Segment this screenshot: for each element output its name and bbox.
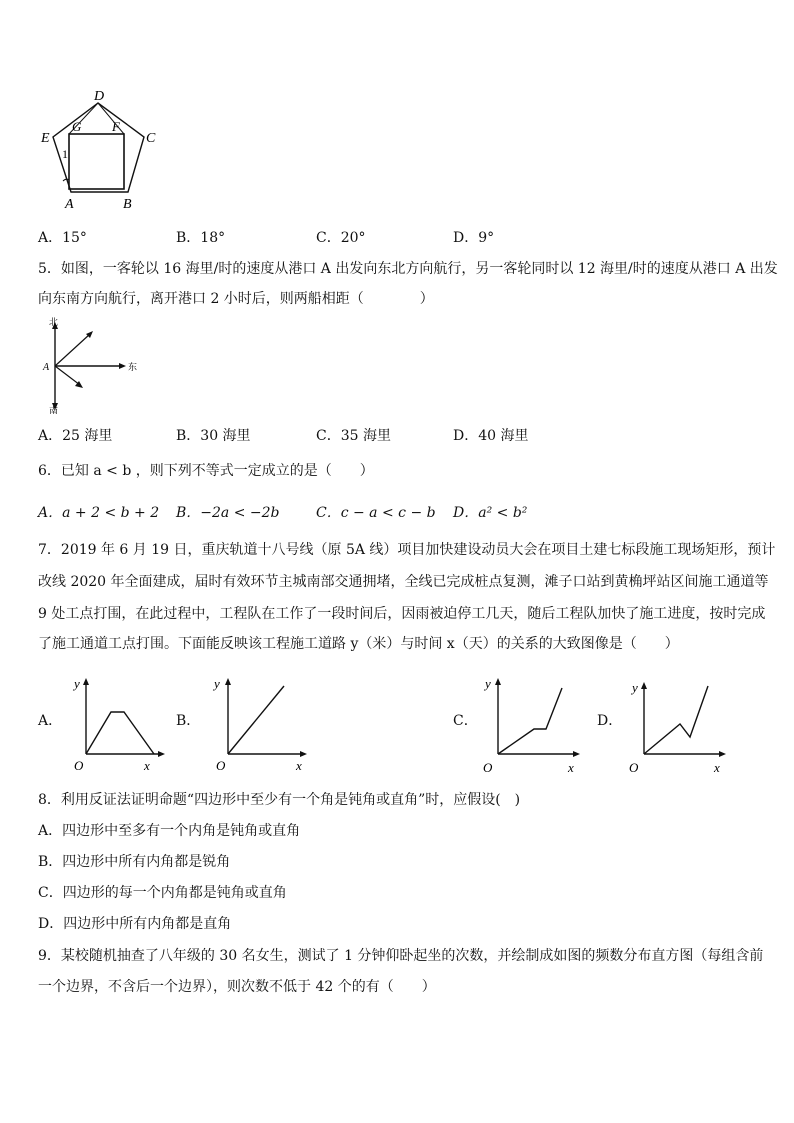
q7-stem-line2: 改线 2020 年全面建成，届时有效环节主城南部交通拥堵，全线已完成桩点复测，滩子口站到黄桷坪站区间施工通道等 bbox=[38, 574, 769, 590]
y-label: y bbox=[74, 676, 80, 691]
q4-option-b[interactable]: B．18° bbox=[176, 230, 226, 246]
q7-graph-c[interactable] bbox=[478, 674, 583, 774]
northeast-ray bbox=[55, 334, 90, 366]
q7-graph-d[interactable] bbox=[624, 674, 729, 774]
compass-north-label: 北 bbox=[49, 317, 59, 327]
q8-option-a[interactable]: A．四边形中至多有一个内角是钝角或直角 bbox=[38, 823, 301, 839]
y-arrow-icon bbox=[495, 678, 501, 685]
q8-option-c[interactable]: C．四边形的每一个内角都是钝角或直角 bbox=[38, 885, 287, 901]
q6-stem: 6．已知 a < b ，则下列不等式一定成立的是（ ） bbox=[38, 463, 374, 479]
compass-figure bbox=[40, 316, 150, 414]
label-A: A bbox=[65, 197, 74, 212]
angle-arc bbox=[63, 179, 69, 181]
inner-square bbox=[69, 134, 124, 189]
x-label: x bbox=[144, 758, 150, 773]
q4-option-d[interactable]: D．9° bbox=[453, 230, 495, 246]
x-label: x bbox=[296, 758, 302, 773]
label-F: F bbox=[112, 119, 120, 134]
q7-graph-a[interactable] bbox=[66, 674, 166, 774]
x-label: x bbox=[568, 760, 574, 774]
y-arrow-icon bbox=[83, 678, 89, 685]
label-B: B bbox=[123, 197, 132, 212]
q5-option-b[interactable]: B．30 海里 bbox=[176, 428, 251, 444]
q4-option-a[interactable]: A．15° bbox=[38, 230, 87, 246]
q8-option-b[interactable]: B．四边形中所有内角都是锐角 bbox=[38, 854, 231, 870]
q6-option-c[interactable]: C．c − a < c − b bbox=[316, 505, 436, 521]
x-label: x bbox=[714, 760, 720, 774]
origin-label: O bbox=[629, 760, 639, 774]
y-arrow-icon bbox=[641, 682, 647, 689]
label-E: E bbox=[41, 131, 50, 146]
y-label: y bbox=[485, 676, 491, 691]
y-arrow-icon bbox=[225, 678, 231, 685]
label-G: G bbox=[72, 119, 82, 134]
graph-line bbox=[644, 686, 708, 754]
q7-option-b-label[interactable]: B． bbox=[176, 713, 201, 729]
q9-stem-line1: 9．某校随机抽查了八年级的 30 名女生，测试了 1 分钟仰卧起坐的次数，并绘制成如图的频数分布直方图（每组含前 bbox=[38, 948, 764, 964]
q7-option-c-label[interactable]: C． bbox=[453, 713, 478, 729]
q5-option-d[interactable]: D．40 海里 bbox=[453, 428, 529, 444]
q8-stem: 8．利用反证法证明命题“四边形中至少有一个角是钝角或直角”时，应假设( ) bbox=[38, 792, 521, 808]
label-D: D bbox=[94, 89, 105, 104]
x-arrow-icon bbox=[719, 751, 726, 757]
y-label: y bbox=[214, 676, 220, 691]
graph-line bbox=[86, 712, 154, 754]
compass-south-label: 南 bbox=[49, 406, 59, 414]
q7-graph-b[interactable] bbox=[208, 674, 308, 774]
label-C: C bbox=[146, 131, 156, 146]
q6-option-b[interactable]: B．−2a < −2b bbox=[176, 505, 280, 521]
q7-stem-line3: 9 处工点打围，在此过程中，工程队在工作了一段时间后，因雨被迫停工几天，随后工程队加快了施工进度，按时完成 bbox=[38, 606, 766, 622]
q7-stem-line1: 7．2019 年 6 月 19 日，重庆轨道十八号线（原 5A 线）项目加快建设动员大会在项目土建七标段施工现场矩形，预计 bbox=[38, 542, 776, 558]
pentagon-square-figure bbox=[36, 86, 166, 212]
q7-stem-line4: 了施工通道工点打围。下面能反映该工程施工道路 y（米）与时间 x（天）的关系的大致图像是（ ） bbox=[38, 636, 679, 652]
graph-line bbox=[228, 686, 284, 754]
label-angle-1: 1 bbox=[62, 147, 68, 161]
east-arrow-icon bbox=[119, 363, 126, 369]
q9-stem-line2: 一个边界，不含后一个边界），则次数不低于 42 个的有（ ） bbox=[38, 979, 436, 995]
q6-option-a[interactable]: A．a + 2 < b + 2 bbox=[38, 505, 160, 521]
origin-label: O bbox=[483, 760, 493, 774]
q7-option-a-label[interactable]: A． bbox=[38, 713, 63, 729]
x-arrow-icon bbox=[300, 751, 307, 757]
q4-option-c[interactable]: C．20° bbox=[316, 230, 366, 246]
q7-option-d-label[interactable]: D． bbox=[597, 713, 623, 729]
y-label: y bbox=[632, 680, 638, 695]
southeast-ray bbox=[55, 366, 80, 385]
q8-option-d[interactable]: D．四边形中所有内角都是直角 bbox=[38, 916, 232, 932]
x-arrow-icon bbox=[573, 751, 580, 757]
x-arrow-icon bbox=[158, 751, 165, 757]
q5-stem-line1: 5．如图，一客轮以 16 海里/时的速度从港口 A 出发向东北方向航行，另一客轮同时以 12 海里/时的速度从港口 A 出发 bbox=[38, 261, 778, 277]
origin-label: O bbox=[74, 758, 84, 773]
q6-option-d[interactable]: D．a² < b² bbox=[453, 505, 528, 521]
compass-east-label: 东 bbox=[128, 362, 138, 372]
q5-option-a[interactable]: A．25 海里 bbox=[38, 428, 113, 444]
q5-option-c[interactable]: C．35 海里 bbox=[316, 428, 391, 444]
origin-label: O bbox=[216, 758, 226, 773]
q5-stem-line2: 向东南方向航行，离开港口 2 小时后，则两船相距（ ） bbox=[38, 291, 434, 307]
compass-origin-label: A bbox=[43, 362, 50, 373]
graph-line bbox=[498, 688, 562, 754]
